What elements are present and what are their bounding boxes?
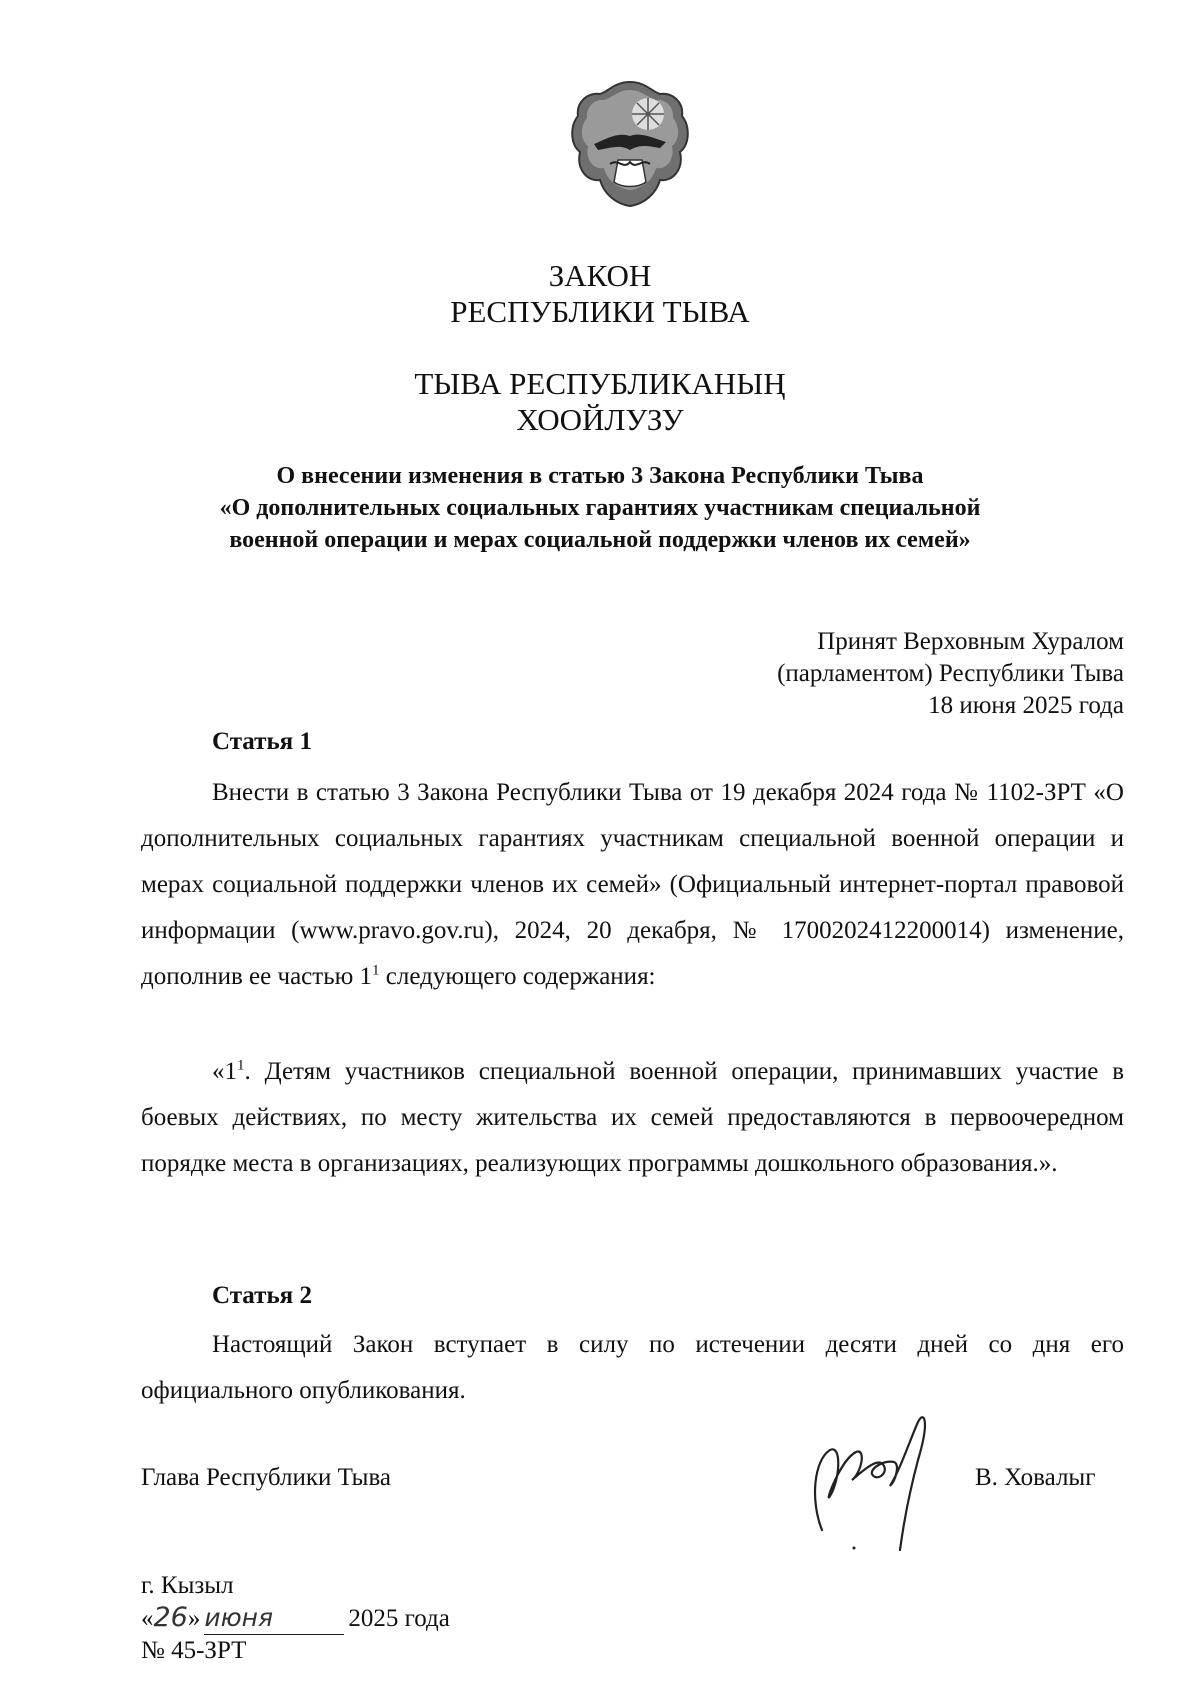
article-1-paragraph-1-tail: следующего содержания:: [379, 963, 656, 990]
law-subject: [0, 460, 1200, 556]
adoption-note-line1: Принят Верховным Хуралом: [817, 628, 1124, 655]
law-number: № 45-ЗРТ: [141, 1637, 247, 1664]
article-2-heading: Статья 2: [212, 1282, 312, 1309]
date-year: 2025 года: [348, 1605, 450, 1632]
article-1-paragraph-2: [141, 1049, 1124, 1187]
law-title-tuvan: [0, 366, 1200, 438]
law-title-line1: ЗАКОН: [548, 258, 652, 293]
signing-date: [141, 1602, 450, 1635]
superscript: 1: [372, 962, 380, 979]
law-subject-line2: «О дополнительных социальных гарантиях участникам специальной: [219, 495, 981, 521]
signatory-name: В. Ховалыг: [975, 1464, 1096, 1491]
date-close-quote: »: [187, 1605, 201, 1632]
law-title-line2: РЕСПУБЛИКИ ТЫВА: [450, 294, 750, 329]
superscript: 1: [237, 1057, 245, 1074]
law-title-tuvan-line2: ХООЙЛУЗУ: [516, 402, 684, 437]
law-subject-line1: О внесении изменения в статью 3 Закона Республики Тыва: [276, 463, 924, 489]
article-1-heading: Статья 1: [212, 728, 312, 755]
document-footer: [141, 1570, 450, 1667]
article-1-paragraph-2-text: . Детям участников специальной военной операции, принимавших участие в боевых действиях, по месту жительства их семей предоставляются в первоочередном порядке места в организациях, реализующих программы дошкольного образования.».: [141, 1058, 1124, 1177]
coat-of-arms-emblem: [568, 78, 692, 222]
city: г. Кызыл: [141, 1572, 234, 1599]
head-of-republic-title: Глава Республики Тыва: [141, 1464, 392, 1491]
law-title-tuvan-line1: ТЫВА РЕСПУБЛИКАНЫҢ: [414, 366, 786, 401]
article-2-paragraph: Настоящий Закон вступает в силу по истечении десяти дней со дня его официального опубликования.: [141, 1331, 1124, 1404]
date-month: [204, 1602, 344, 1635]
date-day: 26: [153, 1602, 188, 1633]
adoption-note-line2: (парламентом) Республики Тыва: [777, 660, 1124, 687]
adoption-note: [624, 626, 1124, 722]
article-1-paragraph-1-text: Внести в статью 3 Закона Республики Тыва от 19 декабря 2024 года № 1102-ЗРТ «О дополнительных социальных гарантиях участникам специальной военной операции и мерах социальной поддержки членов их семей» (Официальный интернет-портал правовой информации (www.pravo.gov.ru), 2024, 20 декабря, № 1700202412200014) изменение, дополнив ее частью 1: [141, 779, 1124, 990]
law-subject-line3: военной операции и мерах социальной поддержки членов их семей»: [229, 527, 971, 553]
adoption-note-line3: 18 июня 2025 года: [928, 692, 1124, 719]
date-open-quote: «: [141, 1605, 154, 1632]
article-1-paragraph-1: [141, 770, 1124, 1000]
article-1-paragraph-2-lead: «1: [212, 1058, 237, 1085]
handwritten-signature: [800, 1400, 950, 1560]
law-title: [0, 258, 1200, 330]
date-month-text: июня: [204, 1603, 274, 1632]
